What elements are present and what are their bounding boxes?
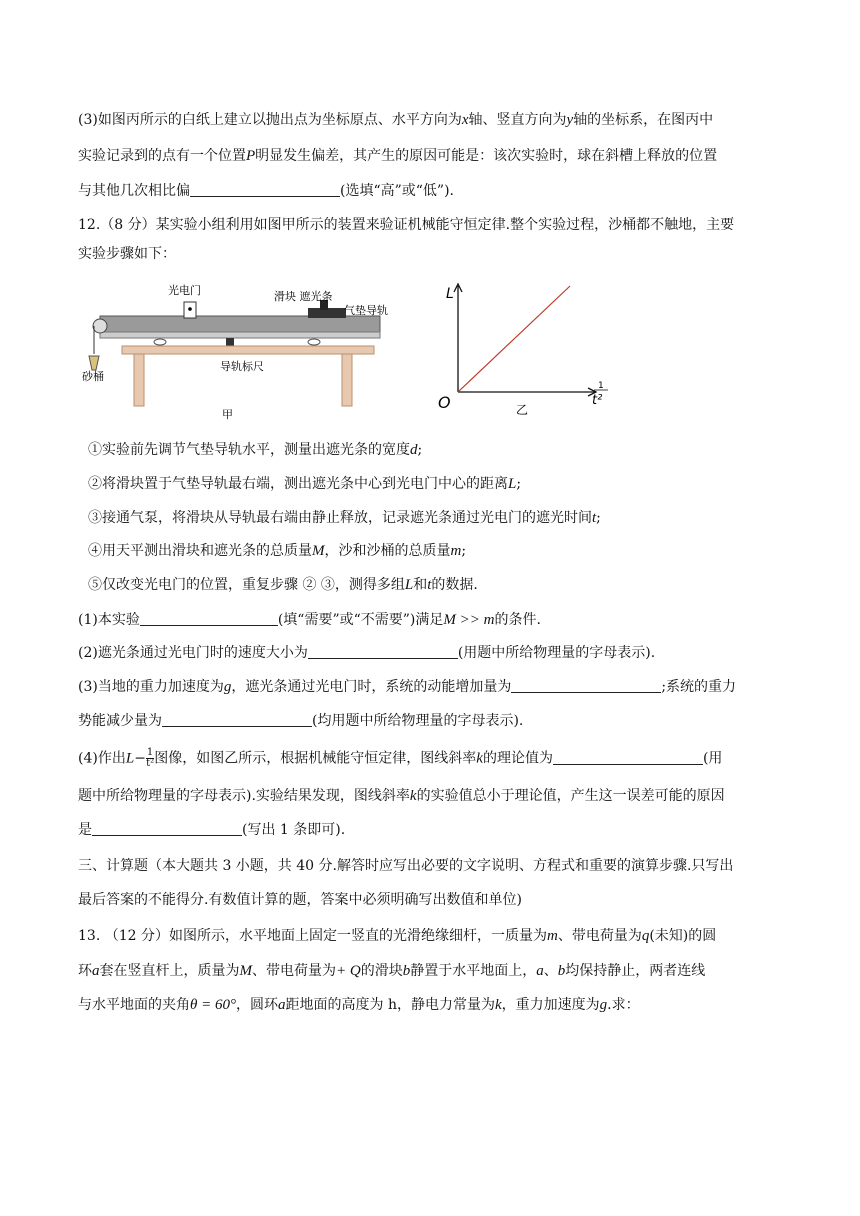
label-rail: 气垫导轨	[344, 304, 388, 317]
step-2	[88, 474, 800, 494]
step-4	[88, 541, 800, 561]
air-track-base	[100, 332, 380, 338]
text: 距地面的高度为 h，静电力常量为	[285, 997, 495, 1013]
figure-jia-apparatus	[82, 276, 402, 426]
q12-intro-line2: 实验步骤如下：	[78, 246, 176, 262]
var-a: a	[92, 963, 100, 979]
text: 、	[543, 963, 558, 979]
foot-left	[154, 339, 166, 345]
text: ③接通气泵，将滑块从导轨最右端由静止释放，记录遮光条通过光电门的遮光时间	[88, 510, 592, 526]
text: ;	[516, 476, 522, 492]
text: ;	[417, 442, 423, 458]
text: 、带电荷量为	[252, 963, 336, 979]
q11-part3-line2	[78, 146, 800, 166]
q13-line3	[78, 995, 800, 1015]
text: 图像，如图乙所示，根据机械能守恒定律，图线斜率	[154, 750, 477, 767]
q12-part1	[78, 610, 800, 630]
numerator: 1	[146, 747, 154, 758]
text: 和	[413, 577, 428, 593]
text: (均用题中所给物理量的字母表示).	[312, 713, 524, 729]
section3-heading-line1: 三、计算题（本大题共 3 小题，共 40 分.解答时应写出必要的文字说明、方程式和重要的演算步骤.只写出	[78, 858, 734, 874]
var: L	[404, 577, 414, 593]
q12-part2	[78, 643, 800, 663]
answer-blank[interactable]	[92, 821, 242, 836]
figure-yi-graph	[432, 278, 612, 418]
text: (用	[702, 750, 723, 767]
var-k: k	[409, 788, 417, 804]
text: (3)当地的重力加速度为	[78, 679, 224, 695]
text: 、带电荷量为	[557, 928, 642, 944]
text: 与水平地面的夹角	[78, 997, 190, 1013]
var: t	[592, 510, 597, 526]
step-5	[88, 575, 800, 595]
q12-part3-line1	[78, 677, 800, 697]
text: (选填“高”或“低”).	[340, 183, 455, 199]
var-m: m	[546, 928, 558, 944]
text: ;系统的重力	[661, 679, 737, 695]
text: 轴的坐标系，在图丙中	[573, 112, 714, 128]
answer-blank[interactable]	[140, 611, 278, 626]
text: 环	[78, 963, 92, 979]
answer-blank[interactable]	[553, 750, 703, 765]
var-x: x	[461, 112, 469, 128]
q13-line1	[78, 926, 800, 946]
text: ⑤仅改变光电门的位置，重复步骤 ② ③，测得多组	[88, 577, 405, 593]
var-k: k	[476, 750, 483, 767]
label-slider: 滑块 遮光条	[274, 290, 333, 303]
text: 的实验值总小于理论值，产生这一误差可能的原因	[416, 788, 725, 804]
answer-blank[interactable]	[308, 644, 458, 659]
x-label-num: 1	[598, 381, 604, 391]
label-bucket: 砂桶	[82, 370, 104, 383]
section3-heading-line2: 最后答案的不能得分.有数值计算的题，答案中必须明确写出数值和单位)	[78, 892, 522, 908]
text: 静置于水平地面上，	[410, 963, 537, 979]
q13-line2	[78, 961, 800, 981]
text: .求：	[607, 997, 640, 1013]
var-y: y	[566, 112, 574, 128]
sand-bucket	[89, 356, 99, 370]
text: (写出 1 条即可).	[242, 822, 346, 838]
var-g: g	[223, 679, 232, 695]
text: 势能减少量为	[78, 713, 162, 729]
text: 轴、竖直方向为	[468, 112, 567, 128]
label-gate: 光电门	[168, 284, 201, 297]
q12-part4-line1	[78, 748, 800, 769]
var-a: a	[536, 963, 544, 979]
text: (未知)的圆	[649, 928, 717, 944]
caption-jia: 甲	[222, 408, 233, 421]
answer-blank[interactable]	[190, 182, 340, 197]
step-3	[88, 508, 800, 528]
var: M	[312, 543, 325, 559]
text: ，重力加速度为	[501, 997, 600, 1013]
step-1	[88, 440, 800, 460]
air-track	[100, 316, 380, 332]
var: d	[410, 442, 418, 458]
table-top	[122, 346, 374, 354]
text: 明显发生偏差，其产生的原因可能是：该次实验时，球在斜槽上释放的位置	[255, 148, 718, 164]
var-q-plus: + Q	[336, 963, 361, 979]
var: t	[427, 577, 432, 593]
table-leg-right	[342, 354, 352, 406]
text: 与其他几次相比偏	[78, 183, 190, 199]
denominator: t²	[146, 758, 155, 769]
text: (用题中所给物理量的字母表示).	[457, 645, 656, 661]
photogate-dot	[188, 307, 192, 311]
x-label-den: t²	[592, 393, 603, 408]
text: (3)如图丙所示的白纸上建立以抛出点为坐标原点、水平方向为	[78, 112, 462, 128]
text: 的条件.	[494, 612, 541, 628]
var: m	[450, 543, 462, 559]
text: 是	[78, 822, 92, 838]
text: 的数据.	[431, 577, 478, 593]
label-ruler: 导轨标尺	[220, 360, 264, 373]
answer-blank[interactable]	[511, 678, 661, 693]
answer-blank[interactable]	[162, 712, 312, 727]
text: (填“需要”或“不需要”)满足	[277, 612, 444, 628]
pulley	[93, 319, 107, 333]
text: −	[134, 750, 146, 767]
text: 套在竖直杆上，质量为	[99, 963, 240, 979]
text: (1)本实验	[78, 612, 140, 628]
text: ，沙和沙桶的总质量	[324, 543, 451, 559]
var-l: L	[125, 750, 135, 767]
text: ，圆环	[236, 997, 278, 1013]
q12-part4-line2	[78, 786, 800, 806]
text: 题中所给物理量的字母表示).实验结果发现，图线斜率	[78, 788, 410, 804]
text: ;	[461, 543, 467, 559]
text: ②将滑块置于气垫导轨最右端，测出遮光条中心到光电门中心的距离	[88, 476, 508, 492]
var-b: b	[402, 963, 411, 979]
foot-right	[308, 339, 320, 345]
q12-part3-line2	[78, 711, 800, 731]
line-graph	[458, 286, 570, 392]
text: 的理论值为	[482, 750, 553, 767]
condition: M >> m	[443, 612, 495, 628]
var-big-m: M	[239, 963, 252, 979]
var: L	[508, 476, 517, 492]
text: ;	[596, 510, 601, 526]
text: ①实验前先调节气垫导轨水平，测量出遮光条的宽度	[88, 442, 410, 458]
text: 13. （12 分）如图所示，水平地面上固定一竖直的光滑绝缘细杆，一质量为	[78, 928, 547, 944]
var-q: q	[641, 928, 650, 944]
var-b: b	[557, 963, 566, 979]
caption-yi: 乙	[516, 403, 529, 417]
text: 均保持静止，两者连线	[565, 963, 706, 979]
var-a: a	[278, 997, 286, 1013]
var-k: k	[494, 997, 502, 1013]
table-leg-left	[134, 354, 144, 406]
text: (2)遮光条通过光电门时的速度大小为	[78, 645, 308, 661]
text: ，遮光条通过光电门时，系统的动能增加量为	[231, 679, 512, 695]
origin-label: O	[438, 393, 451, 412]
q12-intro-line1: 12.（8 分）某实验小组利用如图甲所示的装置来验证机械能守恒定律.整个实验过程，沙桶都不触地，主要	[78, 217, 735, 233]
text: (4)作出	[78, 750, 126, 767]
q12-part4-line3	[78, 820, 800, 840]
var-p: P	[246, 148, 256, 164]
ruler-clamp	[226, 338, 234, 346]
angle-theta: θ = 60°	[190, 997, 236, 1013]
q11-part3-line1	[78, 110, 800, 130]
var-g: g	[599, 997, 608, 1013]
text: ④用天平测出滑块和遮光条的总质量	[88, 543, 312, 559]
text: 的滑块	[360, 963, 403, 979]
q11-part3-line3	[78, 181, 800, 201]
text: 实验记录到的点有一个位置	[78, 148, 246, 164]
y-label: L	[446, 286, 454, 302]
